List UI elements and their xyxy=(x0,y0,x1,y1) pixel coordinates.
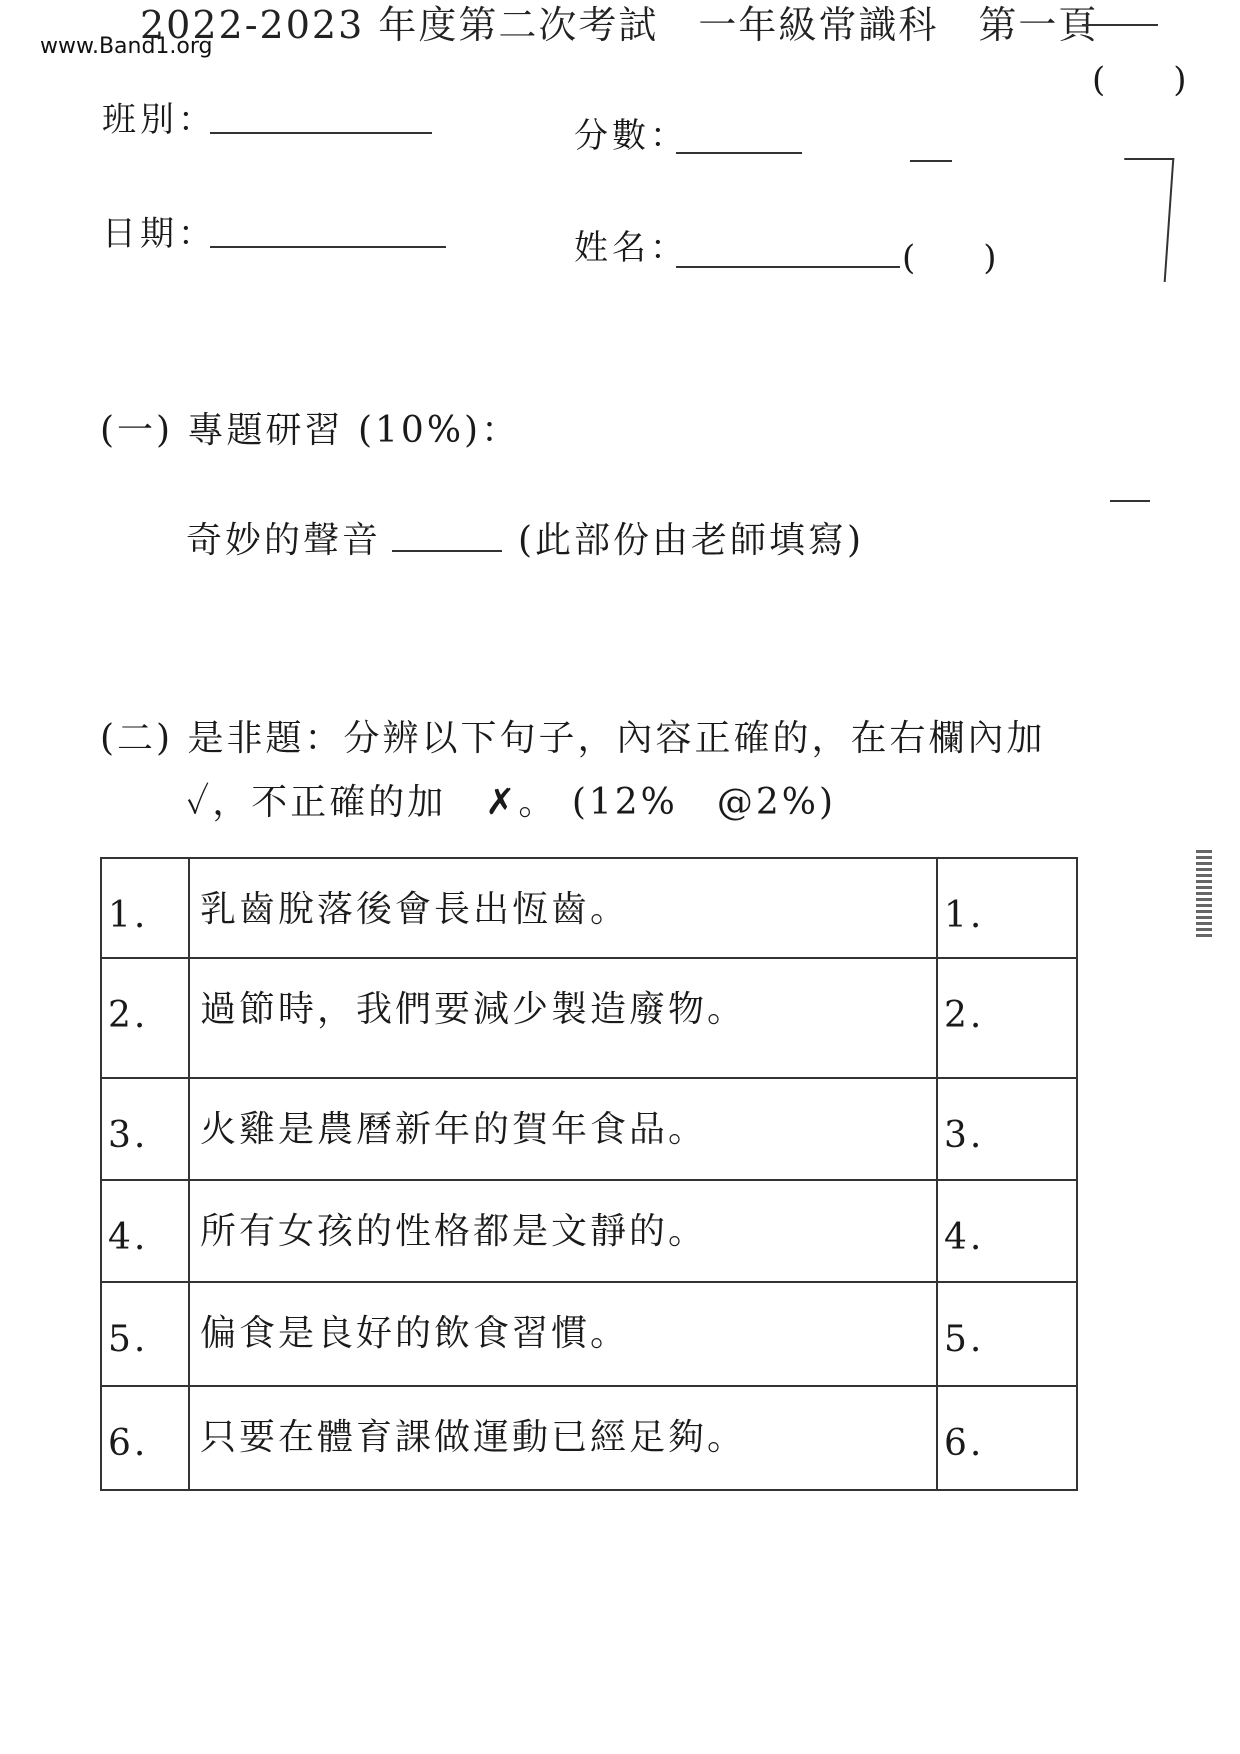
answer-cell[interactable]: 3. xyxy=(937,1078,1077,1180)
statement-text: 乳齒脫落後會長出恆齒。 xyxy=(189,858,937,958)
statement-text: 偏食是良好的飲食習慣。 xyxy=(189,1282,937,1386)
top-right-paren: ( ) xyxy=(1092,60,1187,100)
answer-cell[interactable]: 2. xyxy=(937,958,1077,1078)
name-field[interactable] xyxy=(676,266,900,268)
true-false-table xyxy=(100,857,1078,1491)
answer-cell[interactable]: 6. xyxy=(937,1386,1077,1490)
section1-heading: (一) 專題研習 (10%)： xyxy=(100,410,521,451)
row-number: 3. xyxy=(101,1078,189,1180)
table-row xyxy=(101,1180,1077,1282)
answer-cell[interactable]: 1. xyxy=(937,858,1077,958)
answer-cell[interactable]: 4. xyxy=(937,1180,1077,1282)
table-row xyxy=(101,1386,1077,1490)
row-number: 6. xyxy=(101,1386,189,1490)
score-label: 分數： xyxy=(574,116,688,156)
section1-note: (此部份由老師填寫) xyxy=(518,520,865,561)
section1-item: 奇妙的聲音 xyxy=(186,520,382,561)
score-field[interactable] xyxy=(676,152,802,154)
row-number: 4. xyxy=(101,1180,189,1282)
statement-text: 所有女孩的性格都是文靜的。 xyxy=(189,1180,937,1282)
statement-text: 火雞是農曆新年的賀年食品。 xyxy=(189,1078,937,1180)
answer-cell[interactable]: 5. xyxy=(937,1282,1077,1386)
site-watermark: www.Band1.org xyxy=(40,34,213,59)
table-row xyxy=(101,958,1077,1078)
class-field[interactable] xyxy=(210,132,432,134)
table-row xyxy=(101,1282,1077,1386)
top-right-blank xyxy=(1082,24,1158,26)
exam-title: 2022-2023 年度第二次考試 一年級常識科 第一頁 xyxy=(140,3,1099,47)
row-number: 2. xyxy=(101,958,189,1078)
table-row xyxy=(101,1078,1077,1180)
margin-barcode xyxy=(1196,850,1212,940)
section2-heading-line2: ✓，不正確的加 ✗。 (12% @2%) xyxy=(186,782,837,823)
score-box-frame xyxy=(1116,158,1175,282)
margin-dash xyxy=(1110,500,1150,502)
row-number: 1. xyxy=(101,858,189,958)
class-label: 班別： xyxy=(102,100,216,140)
statement-text: 過節時，我們要減少製造廢物。 xyxy=(189,958,937,1078)
class-number-paren: ( ) xyxy=(902,238,997,278)
name-label: 姓名： xyxy=(574,228,688,268)
table-row xyxy=(101,858,1077,958)
row-number: 5. xyxy=(101,1282,189,1386)
section1-score-blank[interactable] xyxy=(392,550,502,552)
date-label: 日期： xyxy=(102,214,216,254)
score-field-tail xyxy=(910,160,952,162)
date-field[interactable] xyxy=(210,246,446,248)
statement-text: 只要在體育課做運動已經足夠。 xyxy=(189,1386,937,1490)
section2-heading-line1: (二) 是非題：分辨以下句子，內容正確的，在右欄內加 xyxy=(100,718,1046,759)
